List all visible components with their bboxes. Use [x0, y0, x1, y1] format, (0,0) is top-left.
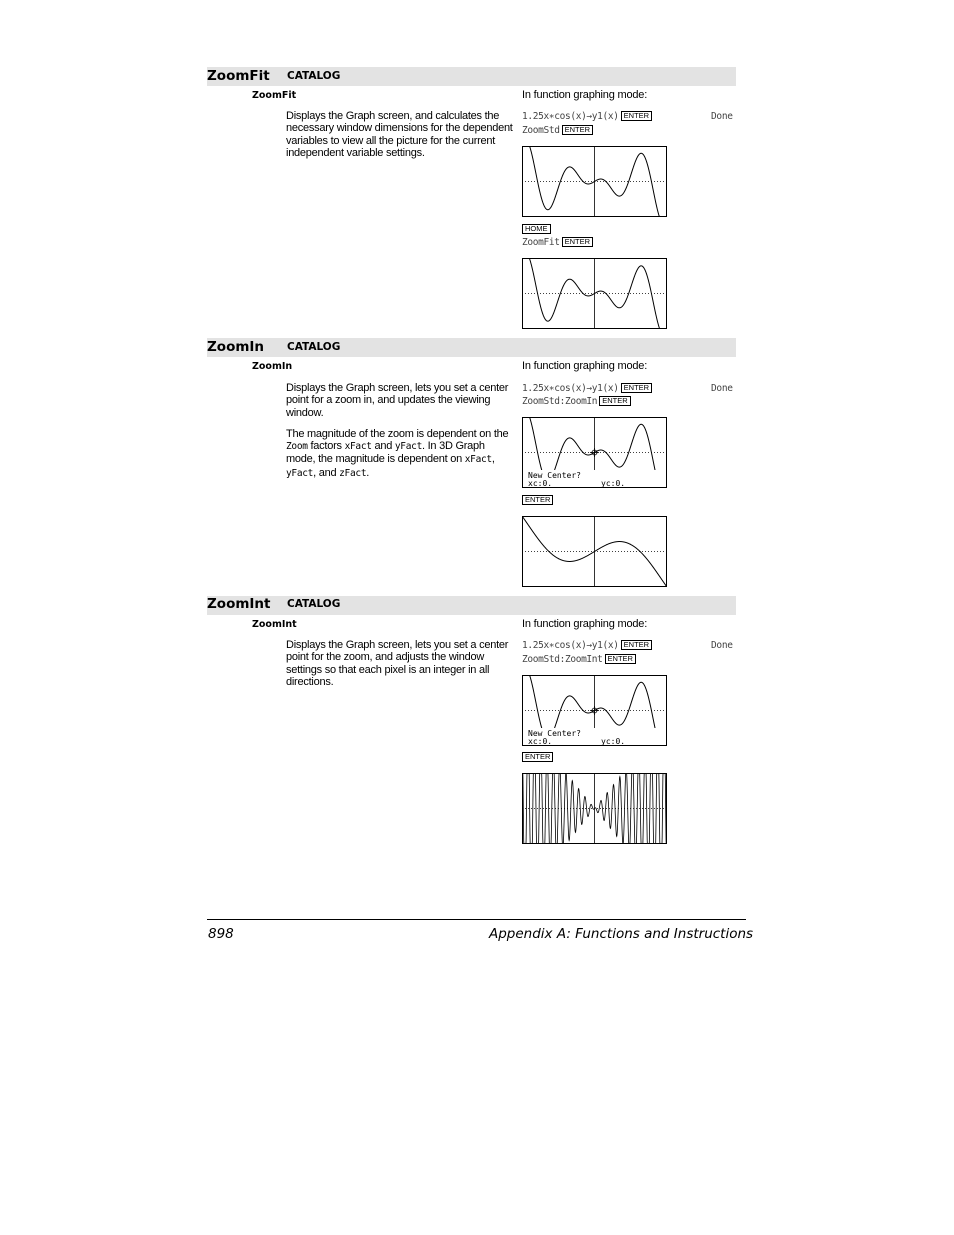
yc-readout: yc:0.: [601, 737, 626, 746]
description-paragraph: Displays the Graph screen, lets you set a center point for a zoom in, and updates the viewing window.: [286, 382, 509, 419]
entry-description: [286, 639, 514, 697]
enter-key: ENTER: [562, 237, 593, 247]
yc-readout: yc:0.: [601, 479, 626, 488]
calc-input: 1.25x∗cos(x)→y1(x): [522, 383, 619, 394]
graph-screen: [522, 417, 667, 488]
enter-key: ENTER: [621, 111, 652, 121]
xc-readout: xc:0.: [528, 479, 553, 488]
entry-syntax: ZoomInt: [252, 619, 297, 630]
entry-syntax: ZoomIn: [252, 361, 293, 372]
calc-entry-line: [522, 111, 652, 122]
calc-result: Done: [711, 111, 733, 122]
entry-category: CATALOG: [287, 70, 341, 82]
entry-title: ZoomIn: [207, 339, 265, 355]
graph-screen-svg: [522, 675, 667, 746]
chapter-title: Appendix A: Functions and Instructions: [489, 926, 754, 942]
enter-key: ENTER: [562, 125, 593, 135]
new-center-prompt: New Center?: [528, 471, 581, 480]
calc-entry-line: [522, 237, 593, 248]
graph-screen-svg: [522, 417, 667, 488]
enter-key: ENTER: [621, 640, 652, 650]
graph-screen: [522, 773, 667, 844]
calc-result: Done: [711, 640, 733, 651]
enter-key: ENTER: [522, 752, 553, 762]
graph-screen-svg: [522, 516, 667, 587]
mode-label: In function graphing mode:: [522, 89, 648, 101]
enter-key: ENTER: [599, 396, 630, 406]
entry-description: [286, 382, 514, 489]
enter-key: ENTER: [522, 495, 553, 505]
calc-entry-line: [522, 224, 551, 235]
description-paragraph: Displays the Graph screen, and calculates the necessary window dimensions for the dependent variables to view all the picture for the current independent variable settings.: [286, 110, 513, 159]
description-paragraph: Displays the Graph screen, lets you set a center point for the zoom, and adjusts the window settings so that each pixel is an integer in all directions.: [286, 639, 509, 688]
entry-syntax: ZoomFit: [252, 90, 297, 101]
mode-label: In function graphing mode:: [522, 618, 648, 630]
calc-input: ZoomStd:ZoomIn: [522, 396, 598, 407]
page-number: 898: [208, 926, 234, 942]
mode-label: In function graphing mode:: [522, 360, 648, 372]
new-center-prompt: New Center?: [528, 729, 581, 738]
calc-entry-line: [522, 396, 631, 407]
calc-result: Done: [711, 383, 733, 394]
calc-entry-line: [522, 654, 636, 665]
calc-entry-line: [522, 495, 553, 506]
graph-screen: [522, 675, 667, 746]
description-paragraph: The magnitude of the zoom is dependent on the Zoom factors xFact and yFact. In 3D Graph mode, the magnitude is dependent on xFact, yFact, and zFact.: [286, 427, 509, 479]
graph-screen: [522, 516, 667, 587]
footer-rule: [207, 919, 746, 920]
graph-screen-svg: [522, 773, 667, 844]
entry-category: CATALOG: [287, 341, 341, 353]
home-key: HOME: [522, 224, 551, 234]
calc-input: 1.25x∗cos(x)→y1(x): [522, 640, 619, 651]
calc-entry-line: [522, 640, 652, 651]
enter-key: ENTER: [621, 383, 652, 393]
enter-key: ENTER: [605, 654, 636, 664]
calc-entry-line: [522, 383, 652, 394]
calc-input: ZoomFit: [522, 237, 560, 248]
entry-title: ZoomInt: [207, 596, 271, 612]
graph-screen: [522, 146, 667, 217]
graph-screen-svg: [522, 146, 667, 217]
entry-category: CATALOG: [287, 598, 341, 610]
calc-input: ZoomStd:ZoomInt: [522, 654, 603, 665]
graph-screen-svg: [522, 258, 667, 329]
entry-description: [286, 110, 514, 168]
calc-input: 1.25x∗cos(x)→y1(x): [522, 111, 619, 122]
calc-entry-line: [522, 752, 553, 763]
entry-title: ZoomFit: [207, 68, 270, 84]
xc-readout: xc:0.: [528, 737, 553, 746]
calc-entry-line: [522, 125, 593, 136]
graph-screen: [522, 258, 667, 329]
calc-input: ZoomStd: [522, 125, 560, 136]
